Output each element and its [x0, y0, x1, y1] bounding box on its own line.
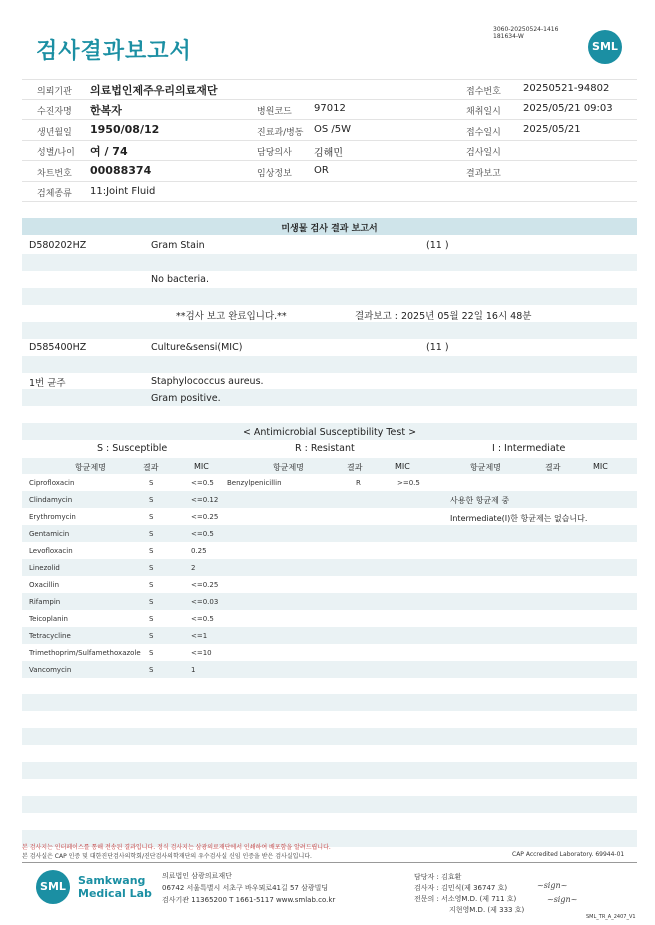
test1-code: D580202HZ	[29, 240, 87, 251]
ast-row-result: S	[149, 496, 154, 504]
clinical-label: 임상정보	[257, 169, 292, 179]
institution-label: 의뢰기관	[37, 87, 72, 97]
chart-value: 00088374	[90, 164, 152, 177]
specimen-label: 검체종류	[37, 189, 72, 199]
ast-row-drug: Oxacillin	[29, 581, 60, 589]
doctor-label: 담당의사	[257, 148, 292, 158]
cap-note: CAP Accredited Laboratory. 69944-01	[512, 851, 625, 858]
col-drug-header-2: 항균제명	[273, 463, 304, 472]
patient-label: 수진자명	[37, 107, 72, 117]
result-report-label: 결과보고	[466, 169, 501, 179]
col2-drug: Benzylpenicillin	[227, 479, 282, 487]
receipt-date-label: 접수일시	[466, 128, 501, 138]
organism-label: 1번 균주	[29, 378, 66, 389]
interface-note: 본 검사지는 인터페이스를 통해 전송된 결과입니다. 정식 검사지는 삼광의료재단에서 인쇄하여 배포함을 알려드립니다.	[22, 844, 331, 851]
test-date-label: 검사일시	[466, 148, 501, 158]
col-result-header-1: 결과	[143, 463, 159, 472]
report1-done: **검사 보고 완료입니다.**	[176, 311, 287, 322]
signature-2: ~sign~	[547, 895, 578, 904]
ast-row-drug: Ciprofloxacin	[29, 479, 75, 487]
ast-row-drug: Linezolid	[29, 564, 60, 572]
clinical-value: OR	[314, 165, 329, 176]
organism-gram: Gram positive.	[151, 393, 221, 404]
dept-label: 진료과/병동	[257, 128, 304, 138]
ast-row-drug: Clindamycin	[29, 496, 73, 504]
ast-row-mic: <=1	[191, 632, 208, 640]
hospital-code-value: 97012	[314, 103, 346, 114]
certification-note: 본 검사실은 CAP 인증 및 대한진단검사의학회/진단검사의학재단의 우수검사실 신임 인증을 받은 검사실입니다.	[22, 853, 312, 860]
intermediate-note-2: Intermediate(I)한 항균제는 없습니다.	[450, 514, 588, 523]
ast-row-drug: Trimethoprim/Sulfamethoxazole	[29, 649, 141, 657]
staff-specialist-2: 지현영M.D. (제 333 호)	[449, 906, 525, 914]
ast-row-result: S	[149, 649, 154, 657]
col-mic-header-1: MIC	[194, 462, 209, 471]
brand-line-2: Medical Lab	[78, 887, 152, 900]
ast-row-drug: Gentamicin	[29, 530, 70, 538]
ast-row-drug: Teicoplanin	[29, 615, 68, 623]
col-result-header-2: 결과	[347, 463, 363, 472]
birth-label: 생년월일	[37, 128, 72, 138]
col-mic-header-2: MIC	[395, 462, 410, 471]
staff-specialist-1: 전문의 : 서소영M.D. (제 711 호)	[414, 895, 517, 903]
sex-age-value: 여 / 74	[90, 145, 128, 158]
org-address: 06742 서울특별시 서초구 바우뫼로41길 57 삼광빌딩	[162, 884, 329, 892]
ast-row-mic: <=0.03	[191, 598, 219, 606]
ast-row-mic: <=0.5	[191, 479, 214, 487]
test1-count: (11 )	[426, 240, 449, 251]
ast-row-result: S	[149, 632, 154, 640]
ast-row-result: S	[149, 547, 154, 555]
ast-row-mic: <=10	[191, 649, 212, 657]
ast-row-result: S	[149, 598, 154, 606]
ast-row-result: S	[149, 581, 154, 589]
ast-row-mic: <=0.5	[191, 530, 214, 538]
col-drug-header-3: 항균제명	[470, 463, 501, 472]
ast-row-result: S	[149, 530, 154, 538]
form-code: SML_TR_A_2407_V1	[586, 914, 636, 920]
ast-row-result: S	[149, 479, 154, 487]
col2-mic: >=0.5	[397, 479, 420, 487]
patient-value: 한복자	[90, 104, 122, 117]
col-mic-header-3: MIC	[593, 462, 608, 471]
document-id-line2: 181634-W	[493, 33, 524, 40]
sml-footer-logo: SML	[36, 870, 70, 904]
ast-row-drug: Erythromycin	[29, 513, 76, 521]
org-name: 의료법인 삼광의료재단	[162, 872, 232, 880]
document-id	[493, 26, 558, 40]
page-title: 검사결과보고서	[36, 39, 192, 64]
signature-1: ~sign~	[537, 881, 568, 890]
collect-date-value: 2025/05/21 09:03	[523, 103, 613, 114]
ast-row-result: S	[149, 564, 154, 572]
brand-name	[78, 874, 152, 900]
ast-row-mic: 0.25	[191, 547, 207, 555]
ast-row-result: S	[149, 513, 154, 521]
test1-name: Gram Stain	[151, 240, 205, 251]
col2-result: R	[356, 479, 361, 487]
dept-value: OS /5W	[314, 124, 352, 135]
ast-row-drug: Rifampin	[29, 598, 61, 606]
ast-row-mic: <=0.5	[191, 615, 214, 623]
organism-name: Staphylococcus aureus.	[151, 376, 264, 387]
ast-row-mic: <=0.25	[191, 513, 219, 521]
ast-row-drug: Vancomycin	[29, 666, 72, 674]
test2-name: Culture&sensi(MIC)	[151, 342, 243, 353]
col-result-header-3: 결과	[545, 463, 561, 472]
legend-susceptible: S : Susceptible	[97, 443, 168, 454]
legend-resistant: R : Resistant	[295, 443, 355, 454]
hospital-code-label: 병원코드	[257, 107, 292, 117]
sml-logo: SML	[588, 30, 622, 64]
ast-row-mic: 1	[191, 666, 196, 674]
org-info: 검사기관 11365200 T 1661-5117 www.smlab.co.kr	[162, 896, 336, 904]
ast-row-drug: Tetracycline	[29, 632, 71, 640]
test1-result: No bacteria.	[151, 274, 209, 285]
specimen-value: 11:Joint Fluid	[90, 186, 156, 197]
ast-row-mic: <=0.12	[191, 496, 219, 504]
staff-contact: 담당자 : 김효환	[414, 873, 462, 881]
ast-row-result: S	[149, 666, 154, 674]
intermediate-note-1: 사용한 항균제 중	[450, 496, 510, 505]
document-id-line1: 3060-20250524-1416	[493, 26, 559, 33]
micro-section-title: 미생물 검사 결과 보고서	[281, 224, 378, 234]
ast-row-result: S	[149, 615, 154, 623]
ast-row-mic: 2	[191, 564, 196, 572]
sex-age-label: 성별/나이	[37, 148, 75, 158]
institution-value: 의료법인제주우리의료재단	[90, 84, 218, 97]
receipt-date-value: 2025/05/21	[523, 124, 581, 135]
col-drug-header-1: 항균제명	[75, 463, 106, 472]
receipt-no-label: 접수번호	[466, 87, 501, 97]
report1-time: 결과보고 : 2025년 05월 22일 16시 48분	[355, 311, 532, 322]
collect-date-label: 채취일시	[466, 107, 501, 117]
brand-line-1: Samkwang	[78, 874, 146, 887]
test2-code: D585400HZ	[29, 342, 87, 353]
staff-tester: 검사자 : 김민식(제 36747 호)	[414, 884, 508, 892]
legend-intermediate: I : Intermediate	[492, 443, 566, 454]
ast-row-drug: Levofloxacin	[29, 547, 73, 555]
ast-title: < Antimicrobial Susceptibility Test >	[242, 427, 417, 438]
receipt-no-value: 20250521-94802	[523, 83, 610, 94]
ast-row-mic: <=0.25	[191, 581, 219, 589]
test2-count: (11 )	[426, 342, 449, 353]
doctor-value: 김해민	[314, 148, 343, 159]
chart-label: 차트번호	[37, 169, 72, 179]
birth-value: 1950/08/12	[90, 123, 160, 136]
